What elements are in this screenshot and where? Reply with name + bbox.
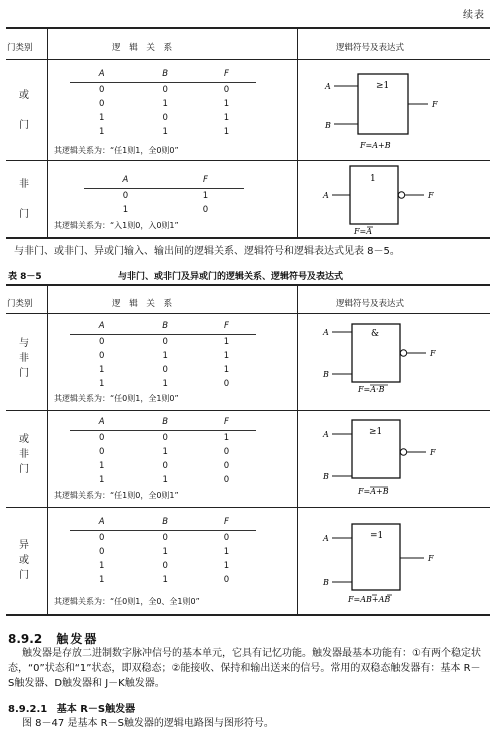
nor-gate-symbol	[320, 414, 470, 506]
row-rule	[6, 160, 490, 161]
header-rule	[6, 59, 490, 60]
truth-table: A B F 0 0 1 0 1 0 1 0 0 1 1 0	[70, 414, 256, 487]
relation-text: 其逻辑关系为：“任0则1，全0、全1则0”	[54, 597, 200, 606]
negation-bubble	[400, 350, 406, 356]
subsection-title: 基本 R－S触发器	[56, 704, 136, 715]
table-row: 0 0 0	[98, 533, 230, 543]
table-row: 1 0	[122, 205, 209, 215]
gate-label: ≥1	[376, 81, 390, 91]
table-row: 1 1 0	[98, 379, 230, 389]
truth-table: A B F 0 0 0 0 1 1 1 0 1 1 1 1	[70, 66, 256, 139]
paragraph: 触发器是存放二进制数字脉冲信号的基本单元，它具有记忆功能。触发器最基本功能有：①有两个稳定状态，“0”状态和“1”状态，即双稳态；②能接收、保持和输出送来的信号。常用的双稳态触发器有：基本 R－S触发器、D触发器和 J－K触发器。	[8, 648, 481, 689]
col-header-type: 门类别	[7, 299, 33, 309]
table-row: 0 0 0	[98, 85, 230, 95]
row-rule	[6, 507, 490, 508]
gate-category-label: 非 门	[19, 179, 29, 220]
output-label: F	[430, 349, 436, 358]
col-header-symbol: 逻辑符号及表达式	[336, 43, 405, 53]
col-divider	[47, 285, 48, 615]
table-row: 1 1 1	[98, 127, 230, 137]
nand-gate-symbol	[320, 318, 470, 410]
table-row: 0 1 1	[98, 351, 230, 361]
relation-text: 其逻辑关系为：“任1则1，全0则0”	[54, 146, 179, 155]
table-row: 0 1 1	[98, 547, 230, 557]
col-divider	[297, 285, 298, 615]
gate-label: 1	[370, 174, 376, 184]
input-label: B	[323, 578, 329, 587]
gate-expression: F=A	[354, 227, 373, 236]
negation-bubble	[400, 449, 406, 455]
input-label: B	[323, 472, 329, 481]
table-row: 1 0 1	[98, 113, 230, 123]
input-label: A	[323, 534, 329, 543]
relation-text: 其逻辑关系为：“任1则0，全0则1”	[54, 491, 179, 500]
col-header-relation: 逻 辑 关 系	[112, 43, 176, 53]
row-rule	[6, 410, 490, 411]
input-label: B	[325, 121, 331, 130]
header-rule	[6, 313, 490, 314]
gate-category-label: 异 或 门	[19, 540, 29, 581]
col-header-symbol: 逻辑符号及表达式	[336, 299, 405, 309]
negation-bubble	[398, 192, 404, 198]
table-row: 0 1 0	[98, 447, 230, 457]
col-divider	[297, 28, 298, 238]
relation-text: 其逻辑关系为：“入1则0，入0则1”	[54, 221, 179, 230]
gate-expression: F=A+B	[360, 141, 391, 150]
gate-category-label: 或 门	[19, 90, 29, 131]
table-row: 0 0 1	[98, 433, 230, 443]
truth-table: A F 0 1 1 0	[84, 172, 244, 217]
truth-table: A B F 0 0 1 0 1 1 1 0 1 1 1 0	[70, 318, 256, 391]
input-label: A	[323, 430, 329, 439]
paragraph: 图 8－47 是基本 R－S触发器的逻辑电路图与图形符号。	[22, 718, 274, 729]
input-label: B	[323, 370, 329, 379]
xor-gate-symbol	[320, 514, 470, 614]
table-row: 0 0 1	[98, 337, 230, 347]
gate-label: ≥1	[369, 427, 383, 437]
section-number: 8.9.2	[8, 632, 43, 646]
table-row: 1 0 1	[98, 365, 230, 375]
gate-expression: F=A·B	[358, 385, 385, 394]
col-divider	[47, 28, 48, 238]
or-gate-symbol	[320, 66, 470, 158]
gate-expression: F=AB+AB	[348, 595, 391, 604]
input-label: A	[325, 82, 331, 91]
subsection-number: 8.9.2.1	[8, 704, 48, 715]
table-row: 1 0 1	[98, 561, 230, 571]
table-top-rule	[6, 27, 490, 29]
table-row: 1 1 0	[98, 475, 230, 485]
output-label: F	[428, 191, 434, 200]
section-heading	[8, 630, 98, 647]
continued-label: 续表	[463, 10, 485, 21]
table-top-rule	[6, 284, 490, 286]
table-caption-number: 表 8－5	[8, 272, 42, 282]
col-header-relation: 逻 辑 关 系	[112, 299, 176, 309]
gate-label: &	[371, 329, 380, 339]
table-bottom-rule	[6, 614, 490, 616]
input-label: A	[323, 328, 329, 337]
relation-text: 其逻辑关系为：“任0则1，全1则0”	[54, 394, 179, 403]
truth-table: A B F 0 0 0 0 1 1 1 0 1 1 1 0	[70, 514, 256, 587]
gate-label: =1	[370, 531, 384, 541]
gate-category-label: 与 非 门	[19, 338, 29, 379]
output-label: F	[428, 554, 434, 563]
table-row: 1 1 0	[98, 575, 230, 585]
table-bottom-rule	[6, 237, 490, 239]
table-caption-title: 与非门、或非门及异或门的逻辑关系、逻辑符号及表达式	[118, 272, 344, 282]
output-label: F	[432, 100, 438, 109]
section-title: 触发器	[56, 632, 99, 646]
output-label: F	[430, 448, 436, 457]
gate-category-label: 或 非 门	[19, 434, 29, 475]
table-row: 1 0 0	[98, 461, 230, 471]
table-row: 0 1 1	[98, 99, 230, 109]
paragraph: 与非门、或非门、异或门输入、输出间的逻辑关系、逻辑符号和逻辑表达式见表 8－5。	[14, 246, 400, 257]
table-row: 0 1	[122, 191, 209, 201]
input-label: A	[323, 191, 329, 200]
gate-expression: F=A+B	[358, 487, 389, 496]
col-header-type: 门类别	[7, 43, 33, 53]
subsection-heading	[8, 700, 135, 715]
not-gate-symbol	[320, 162, 470, 238]
